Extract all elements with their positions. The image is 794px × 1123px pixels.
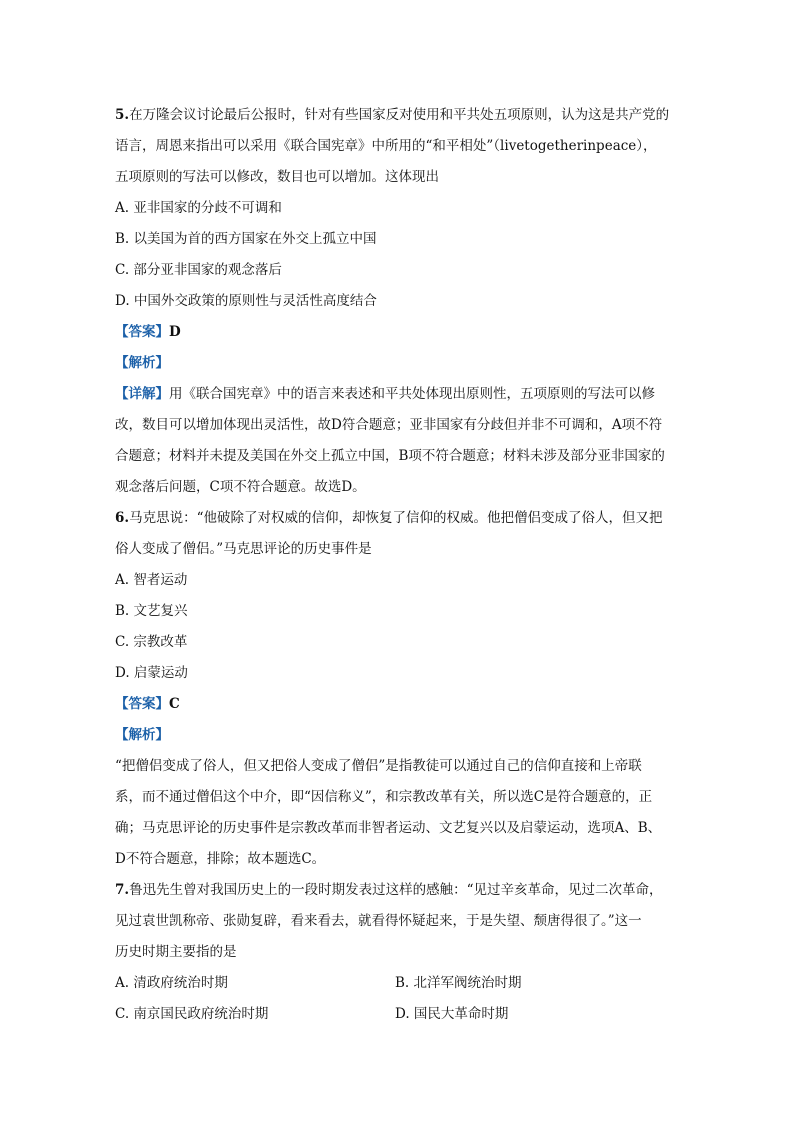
- q6-analysis-line-3: 确；马克思评论的历史事件是宗教改革而非智者运动、文艺复兴以及启蒙运动，选项A、B、: [115, 820, 662, 836]
- q6-option-a: A. 智者运动: [115, 572, 188, 588]
- q5-analysis-line-4: 观念落后问题，C项不符合题意。故选D。: [115, 479, 366, 495]
- q5-option-a: A. 亚非国家的分歧不可调和: [115, 200, 282, 216]
- q6-analysis-line-4: D不符合题意，排除；故本题选C。: [115, 851, 326, 867]
- q5-analysis-heading: [115, 348, 675, 379]
- q6-analysis-line-1: “把僧侣变成了俗人，但又把俗人变成了僧侣”是指教徒可以通过自己的信仰直接和上帝联: [115, 758, 642, 774]
- q7-option-a: A. 清政府统治时期: [115, 975, 228, 991]
- document-page: [115, 100, 675, 1030]
- q6-answer: [115, 689, 675, 720]
- answer-value: D: [169, 324, 181, 340]
- q5-option-d: D. 中国外交政策的原则性与灵活性高度结合: [115, 293, 377, 309]
- q5-stem-line-1: 5.在万隆会议讨论最后公报时，针对有些国家反对使用和平共处五项原则，认为这是共产党的: [115, 107, 670, 123]
- q5-stem-line-2: 语言，周恩来指出可以采用《联合国宪章》中所用的“和平相处”（livetogetherinpeace），: [115, 138, 657, 154]
- q5-option-b: B. 以美国为首的西方国家在外交上孤立中国: [115, 231, 377, 247]
- q6-stem-line-1: 6.马克思说：“他破除了对权威的信仰，却恢复了信仰的权威。他把僧侣变成了俗人，但又把: [115, 510, 663, 526]
- q7-options-row-1: [115, 968, 675, 999]
- q5-answer: [115, 317, 675, 348]
- q5-stem-line-3: 五项原则的写法可以修改，数目也可以增加。这体现出: [115, 169, 439, 185]
- q7-options-row-2: [115, 999, 675, 1030]
- q5-analysis-line-1: 【详解】用《联合国宪章》中的语言来表述和平共处体现出原则性，五项原则的写法可以修: [115, 386, 655, 402]
- q6-option-c: C. 宗教改革: [115, 634, 188, 650]
- q6-stem-line-2: 俗人变成了僧侣。”马克思评论的历史事件是: [115, 541, 372, 557]
- q5-analysis-line-2: 改，数目可以增加体现出灵活性，故D符合题意；亚非国家有分歧但并非不可调和，A项不符: [115, 417, 663, 433]
- q6-number: 6.: [115, 510, 130, 526]
- q6-option-b: B. 文艺复兴: [115, 603, 188, 619]
- q7-option-b: B. 北洋军阀统治时期: [395, 975, 522, 991]
- q5-analysis-line-3: 合题意；材料并未提及美国在外交上孤立中国，B项不符合题意；材料未涉及部分亚非国家的: [115, 448, 665, 464]
- q7-option-c: C. 南京国民政府统治时期: [115, 1006, 269, 1022]
- q6-analysis-line-2: 系，而不通过僧侣这个中介，即“因信称义”，和宗教改革有关，所以选C是符合题意的，正: [115, 789, 653, 805]
- q7-number: 7.: [115, 882, 130, 898]
- q5-number: 5.: [115, 107, 130, 123]
- answer-value: C: [169, 696, 180, 712]
- analysis-tag: 【解析】: [115, 727, 169, 743]
- q6-analysis-heading: [115, 720, 675, 751]
- q5-option-c: C. 部分亚非国家的观念落后: [115, 262, 282, 278]
- q7-option-d: D. 国民大革命时期: [395, 1006, 509, 1022]
- q7-stem-line-3: 历史时期主要指的是: [115, 944, 237, 960]
- q7-stem-line-1: 7.鲁迅先生曾对我国历史上的一段时期发表过这样的感触：“见过辛亥革命，见过二次革命，: [115, 882, 663, 898]
- detail-tag: 【详解】: [115, 386, 169, 402]
- answer-tag: 【答案】: [115, 324, 169, 340]
- answer-tag: 【答案】: [115, 696, 169, 712]
- analysis-tag: 【解析】: [115, 355, 169, 371]
- q7-stem-line-2: 见过袁世凯称帝、张勋复辟，看来看去，就看得怀疑起来，于是失望、颓唐得很了。”这一: [115, 913, 642, 929]
- q6-option-d: D. 启蒙运动: [115, 665, 188, 681]
